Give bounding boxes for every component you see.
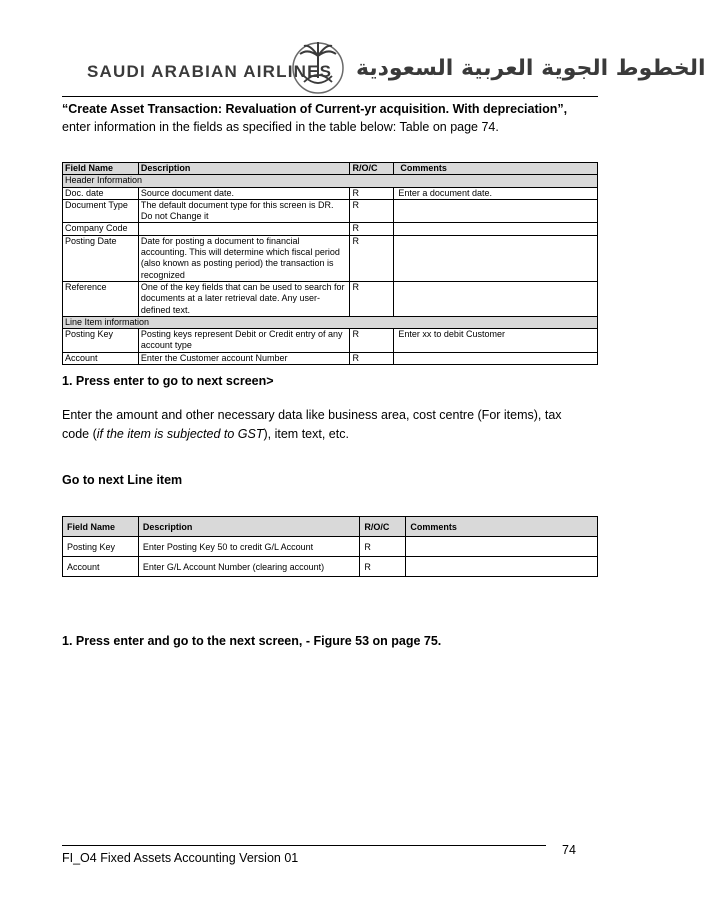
cell: Posting Key <box>63 537 139 557</box>
col-header: R/O/C <box>350 163 394 175</box>
cell: Doc. date <box>63 187 139 199</box>
cell: Enter G/L Account Number (clearing account) <box>138 557 360 577</box>
cell <box>394 235 598 281</box>
field-table-1 <box>62 162 598 365</box>
cell: R <box>350 329 394 353</box>
logo-arabic: الخطوط الجوية العربية السعودية <box>356 56 706 81</box>
section-label: Header Information <box>63 175 598 187</box>
logo-english: SAUDI ARABIAN AIRLINES <box>87 62 333 81</box>
footer-divider <box>62 845 546 846</box>
table-row <box>63 199 598 223</box>
cell: R <box>350 199 394 223</box>
cell: R <box>350 223 394 235</box>
cell: R <box>360 537 406 557</box>
table-row <box>63 223 598 235</box>
intro-title: “Create Asset Transaction: Revaluation of Current-yr acquisition. With depreciation”, <box>62 102 568 116</box>
col-header: Comments <box>406 517 598 537</box>
cell: One of the key fields that can be used to search for documents at a later retrieval date. Any user-defined text. <box>138 281 350 316</box>
cell: Enter Posting Key 50 to credit G/L Account <box>138 537 360 557</box>
cell: Posting Key <box>63 329 139 353</box>
cell: Reference <box>63 281 139 316</box>
cell <box>138 223 350 235</box>
section-label: Line Item information <box>63 316 598 328</box>
step-2-instruction: 1. Press enter and go to the next screen, - Figure 53 on page 75. <box>62 634 442 648</box>
cell: Company Code <box>63 223 139 235</box>
cell: Source document date. <box>138 187 350 199</box>
table-row <box>63 187 598 199</box>
cell: Document Type <box>63 199 139 223</box>
col-header: Field Name <box>63 163 139 175</box>
cell: Enter xx to debit Customer <box>394 329 598 353</box>
cell: Account <box>63 557 139 577</box>
instruction-paragraph <box>62 406 592 444</box>
table-header-row <box>63 163 598 175</box>
cell <box>406 557 598 577</box>
section-row <box>63 175 598 187</box>
cell: Posting keys represent Debit or Credit entry of any account type <box>138 329 350 353</box>
cell: Account <box>63 352 139 364</box>
para-text-1: Enter the amount and other necessary data like business area, cost centre (For items), tax code ( <box>62 408 562 441</box>
next-line-heading: Go to next Line item <box>62 473 183 487</box>
cell: R <box>360 557 406 577</box>
palm-swords-emblem-icon <box>290 38 346 94</box>
cell: Date for posting a document to financial accounting. This will determine which fiscal period (also known as posting period) the transaction is recognized <box>138 235 350 281</box>
page-number: 74 <box>562 843 576 857</box>
para-text-2: ), item text, etc. <box>263 427 349 441</box>
intro-paragraph <box>62 100 582 136</box>
table-header-row <box>63 517 598 537</box>
footer-text: FI_O4 Fixed Assets Accounting Version 01 <box>62 851 299 865</box>
table-row <box>63 352 598 364</box>
cell <box>394 199 598 223</box>
table-row <box>63 329 598 353</box>
cell: R <box>350 281 394 316</box>
cell: R <box>350 187 394 199</box>
para-italic: if the item is subjected to GST <box>96 427 264 441</box>
cell: R <box>350 352 394 364</box>
cell <box>394 281 598 316</box>
cell: Enter the Customer account Number <box>138 352 350 364</box>
table-row <box>63 235 598 281</box>
cell <box>406 537 598 557</box>
col-header: Field Name <box>63 517 139 537</box>
col-header: R/O/C <box>360 517 406 537</box>
header-divider <box>62 96 598 97</box>
table-row <box>63 537 598 557</box>
cell: The default document type for this screen is DR. Do not Change it <box>138 199 350 223</box>
intro-text: enter information in the fields as specified in the table below: Table on page 74. <box>62 120 499 134</box>
page-header <box>0 0 706 100</box>
cell <box>394 352 598 364</box>
cell: Posting Date <box>63 235 139 281</box>
table-row <box>63 281 598 316</box>
table-row <box>63 557 598 577</box>
cell <box>394 223 598 235</box>
col-header: Comments <box>394 163 598 175</box>
cell: Enter a document date. <box>394 187 598 199</box>
section-row <box>63 316 598 328</box>
cell: R <box>350 235 394 281</box>
step-1-instruction: 1. Press enter to go to next screen> <box>62 374 274 388</box>
col-header: Description <box>138 163 350 175</box>
col-header: Description <box>138 517 360 537</box>
field-table-2 <box>62 516 598 577</box>
